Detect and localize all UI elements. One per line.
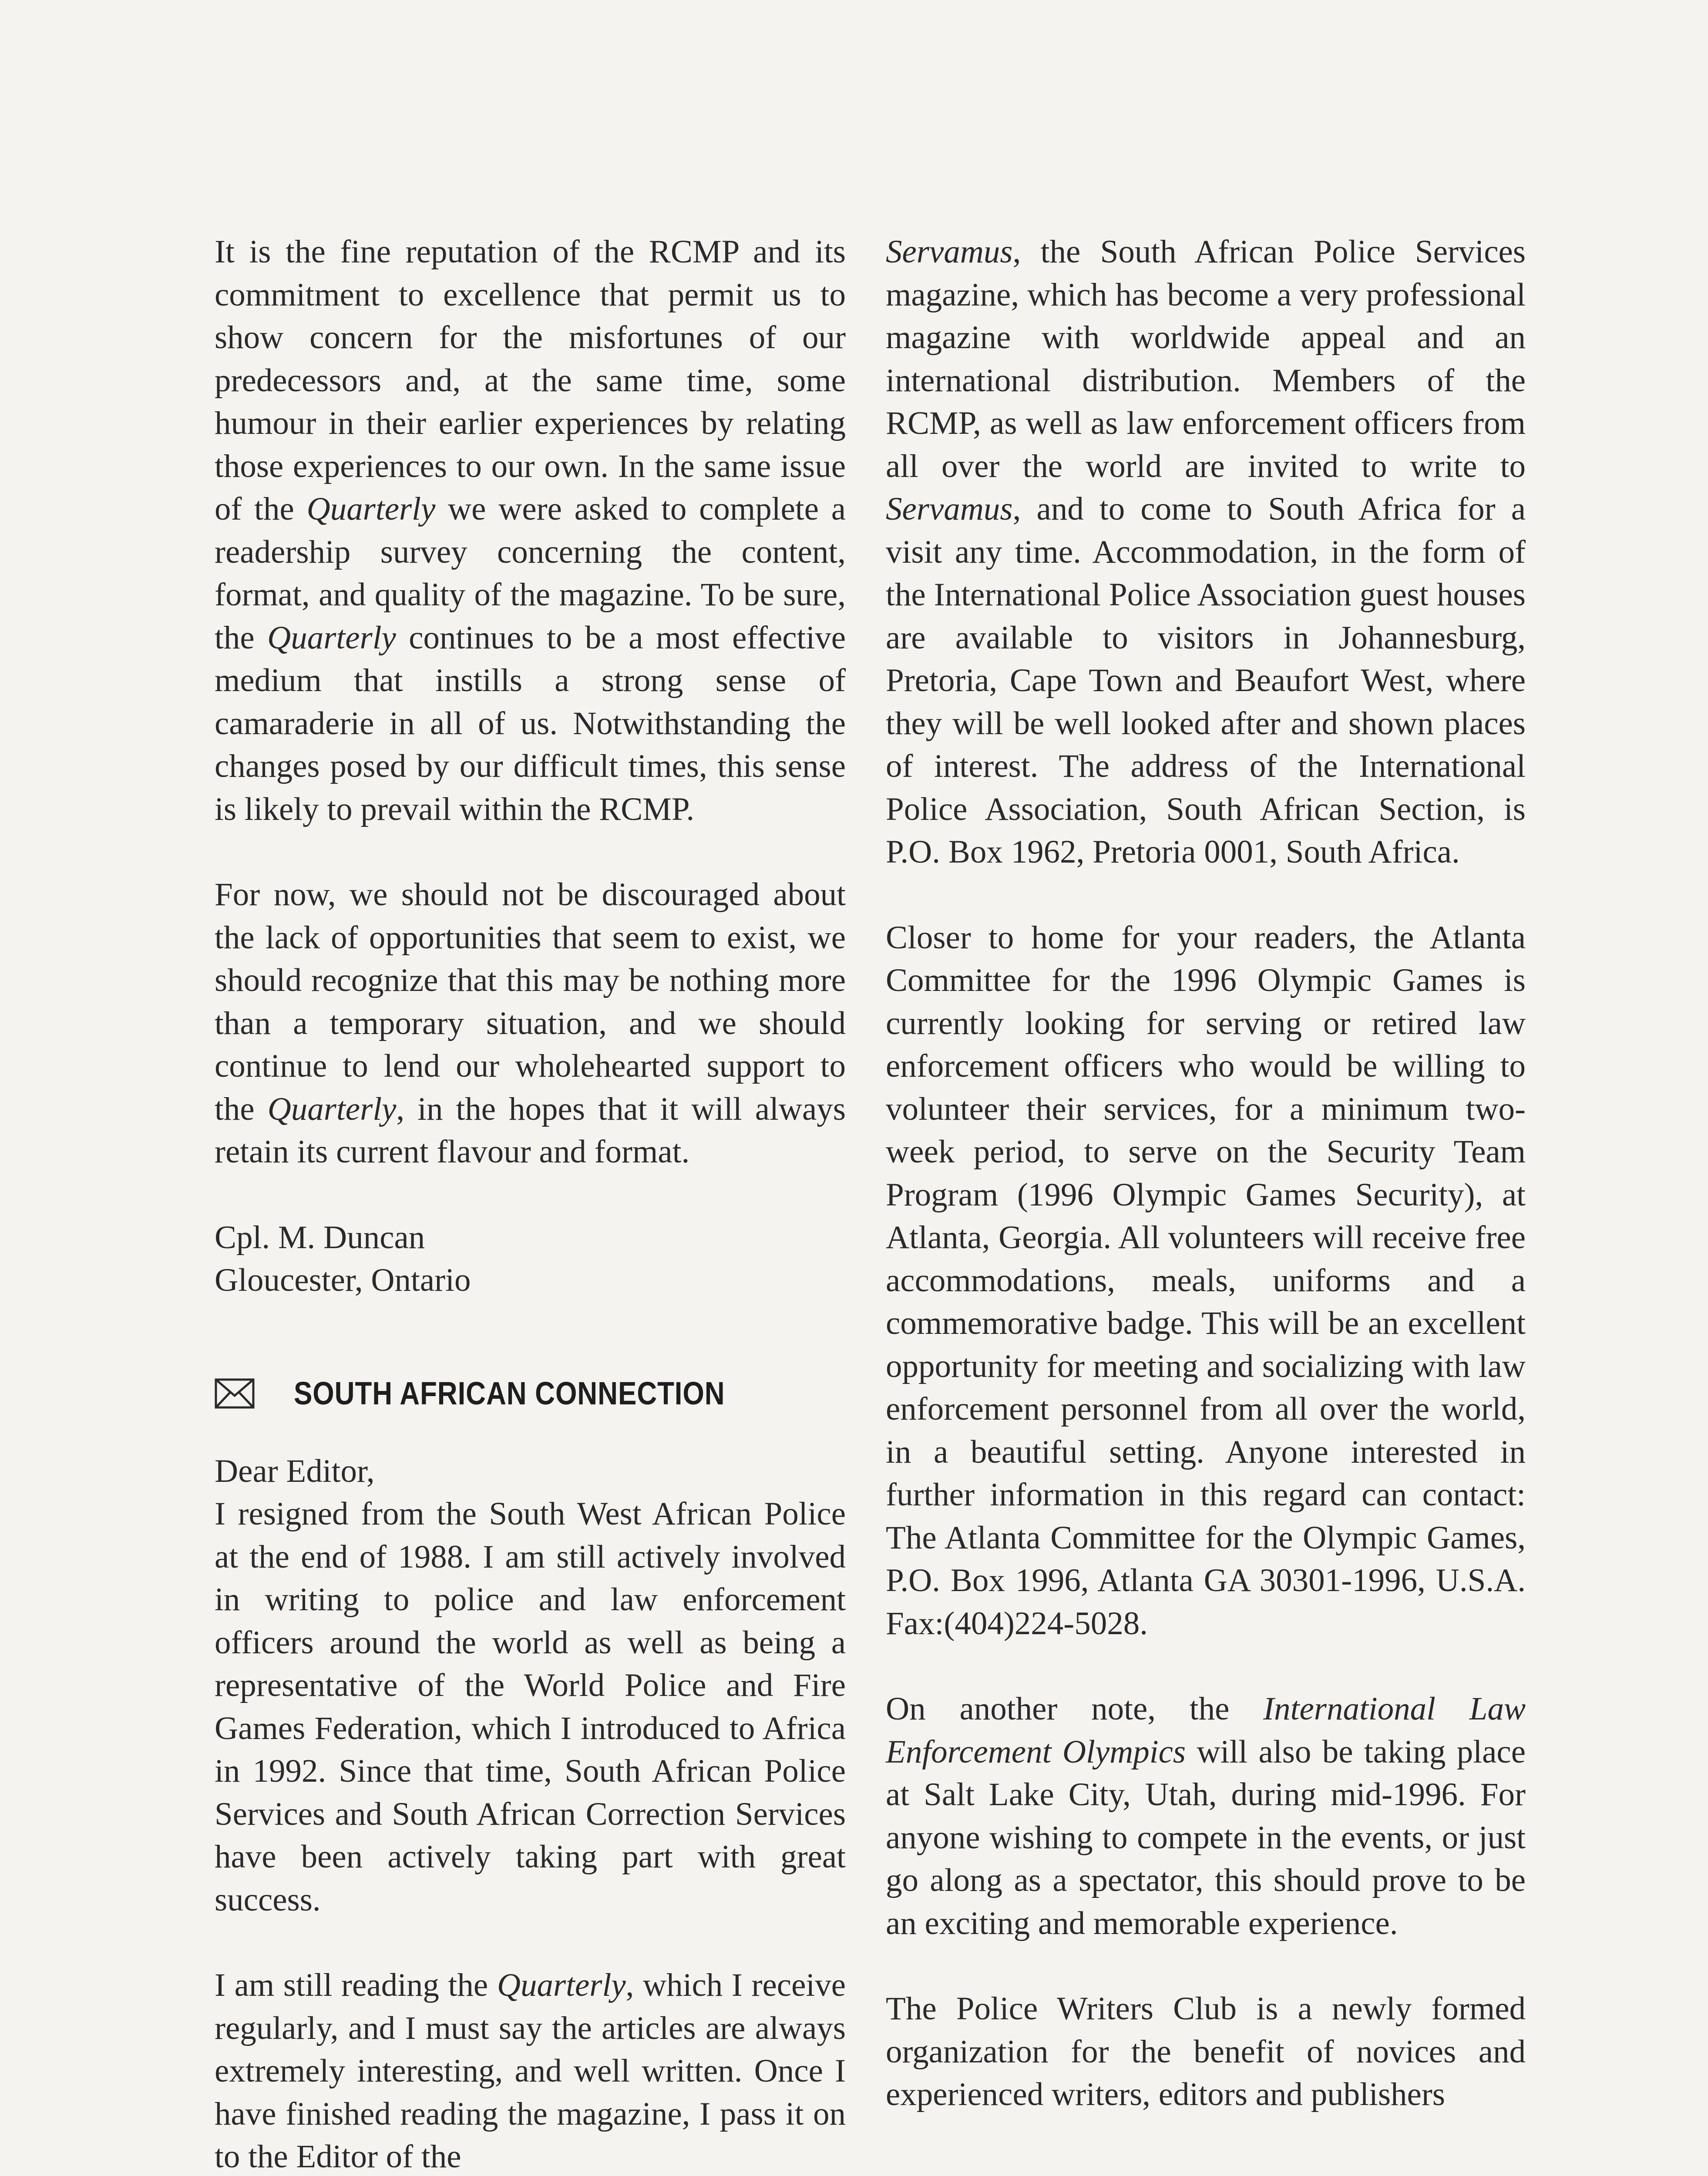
letter-paragraph: I resigned from the South West African Police at the end of 1988. I am still actively involved in writing to police and law enforcement officers around the world as well as being a representative of the World Police and Fire Games Federation, which I introduced to Africa in 1992. Since that time, South African Police Services and South African Correction Services have been actively taking part with great success.	[215, 1496, 846, 1918]
letter-paragraph: I am still reading the Quarterly, which I receive regularly, and I must say the articles are always extremely interesting, and well written. Once I have finished reading the magazine, I pass it on to the Editor of the	[215, 1967, 846, 2175]
letter-paragraph: Closer to home for your readers, the Atlanta Committee for the 1996 Olympic Games is currently looking for serving or retired law enforcement officers who would be willing to volunteer their services, for a minimum two-week period, to serve on the Security Team Program (1996 Olympic Games Security), at Atlanta, Georgia. All volunteers will receive free accommodations, meals, uniforms and a commemorative badge. This will be an excellent opportunity for meeting and socializing with law enforcement personnel from all over the world, in a beautiful setting. Anyone interested in further information in this regard can contact: The Atlanta Committee for the Olympic Games, P.O. Box 1996, Atlanta GA 30301-1996, U.S.A. Fax:(404)224-5028.	[886, 919, 1526, 1642]
left-column	[215, 231, 846, 2176]
letter-paragraph: It is the fine reputation of the RCMP and its commitment to excellence that permit us to show concern for the misfortunes of our predecessors and, at the same time, some humour in their earlier experiences by relating those experiences to our own. In the same issue of the Quarterly we were asked to complete a readership survey concerning the content, format, and quality of the magazine. To be sure, the Quarterly continues to be a most effective medium that instills a strong sense of camaraderie in all of us. Notwithstanding the changes posed by our difficult times, this sense is likely to prevail within the RCMP.	[215, 234, 846, 827]
signature-name: Cpl. M. Duncan	[215, 1219, 425, 1256]
salutation: Dear Editor,	[215, 1453, 375, 1489]
letter-signature	[215, 1216, 846, 1302]
section-title: SOUTH AFRICAN CONNECTION	[294, 1375, 725, 1411]
signature-place: Gloucester, Ontario	[215, 1262, 471, 1298]
letter-paragraph: For now, we should not be discouraged about the lack of opportunities that seem to exist, we should recognize that this may be nothing more than a temporary situation, and we should continue to lend our wholehearted support to the Quarterly, in the hopes that it will always retain its current flavour and format.	[215, 876, 846, 1170]
right-column	[886, 231, 1526, 2116]
letter-paragraph: Servamus, the South African Police Services magazine, which has become a very professional magazine with worldwide appeal and an international distribution. Members of the RCMP, as well as law enforcement officers from all over the world are invited to write to Servamus, and to come to South Africa for a visit any time. Accommodation, in the form of the International Police Association guest houses are available to visitors in Johannesburg, Pretoria, Cape Town and Beaufort West, where they will be well looked after and shown places of interest. The address of the International Police Association, South African Section, is P.O. Box 1962, Pretoria 0001, South Africa.	[886, 234, 1526, 870]
letter-paragraph: The Police Writers Club is a newly formed organization for the benefit of novices and experienced writers, editors and publishers	[886, 1991, 1526, 2112]
envelope-icon	[215, 1378, 255, 1409]
letter-paragraph: On another note, the International Law Enforcement Olympics will also be taking place at Salt Lake City, Utah, during mid-1996. For anyone wishing to compete in the events, or just go along as a spectator, this should prove to be an exciting and memorable experience.	[886, 1691, 1526, 1941]
section-heading	[215, 1367, 846, 1420]
